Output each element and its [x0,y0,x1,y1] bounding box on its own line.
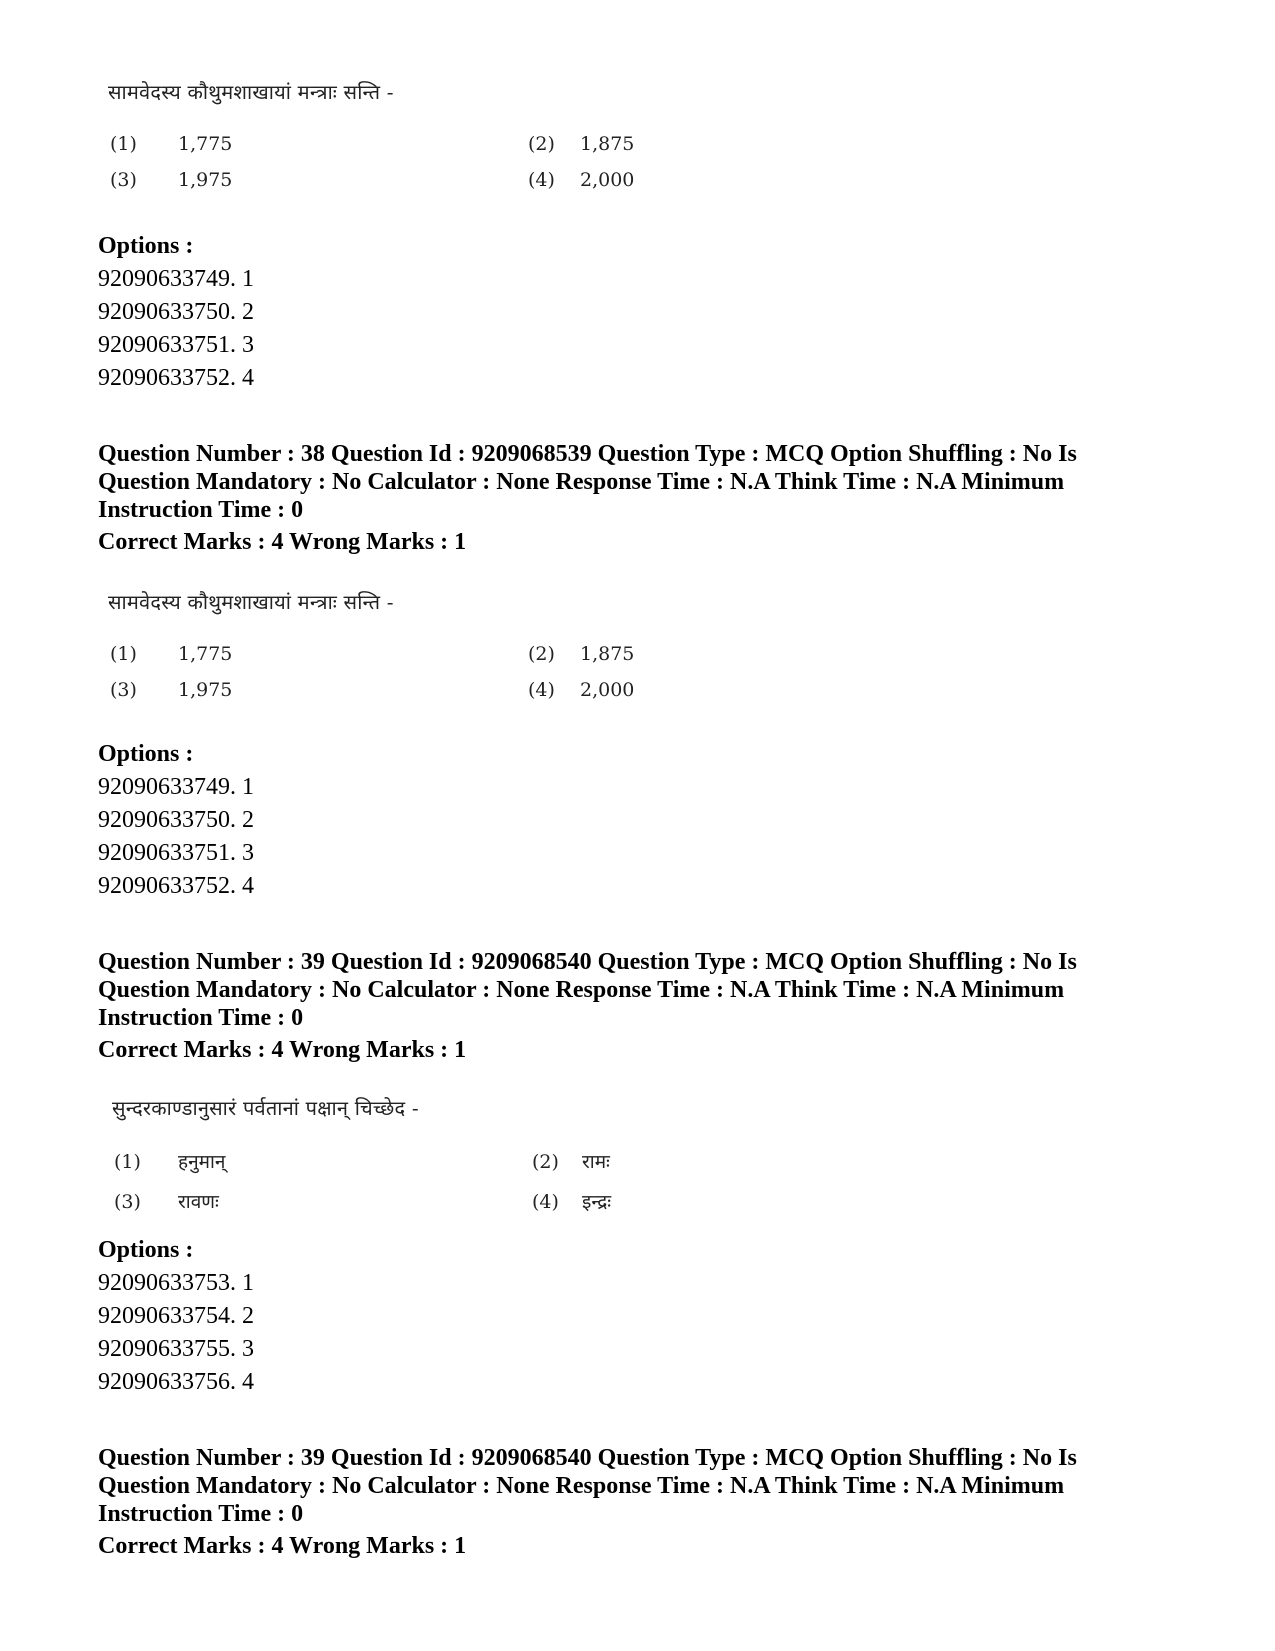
options-heading: Options : [98,1237,194,1263]
choice-value: 1,875 [580,643,635,665]
question-header [98,1444,1118,1528]
question-header-line: Instruction Time : 0 [98,1005,304,1031]
choice-row [108,636,728,672]
choice-row [112,1142,732,1182]
choice-number: (3) [110,169,137,191]
choice-value: 1,975 [178,169,233,191]
question-image [112,1096,732,1222]
option-line: 92090633750. 2 [98,807,254,833]
choice-number: (4) [528,169,555,191]
question-header-line: Question Mandatory : No Calculator : None Response Time : N.A Think Time : N.A Minimum [98,977,1065,1003]
option-line: 92090633755. 3 [98,1336,254,1362]
choice-value: 1,875 [580,133,635,155]
options-heading: Options : [98,741,194,767]
option-line: 92090633752. 4 [98,365,254,391]
question-image [108,590,728,708]
choice-value: 2,000 [580,679,635,701]
choice-value: रावणः [178,1191,219,1213]
choice-value: 1,775 [178,643,233,665]
choice-number: (2) [532,1151,559,1173]
question-header-line: Question Number : 38 Question Id : 9209068539 Question Type : MCQ Option Shuffling : No Is [98,441,1077,467]
marks-line: Correct Marks : 4 Wrong Marks : 1 [98,1037,467,1063]
question-header-line: Question Number : 39 Question Id : 9209068540 Question Type : MCQ Option Shuffling : No Is [98,1445,1077,1471]
option-line: 92090633750. 2 [98,299,254,325]
choice-value: 2,000 [580,169,635,191]
choice-number: (4) [528,679,555,701]
option-line: 92090633753. 1 [98,1270,254,1296]
question-header-line: Instruction Time : 0 [98,497,304,523]
choice-number: (2) [528,643,555,665]
question-header [98,440,1118,524]
choice-row [112,1182,732,1222]
choice-number: (3) [114,1191,141,1213]
choice-number: (2) [528,133,555,155]
choice-value: रामः [582,1151,610,1173]
choice-value: हनुमान् [178,1151,226,1173]
marks-line: Correct Marks : 4 Wrong Marks : 1 [98,529,467,555]
option-line: 92090633752. 4 [98,873,254,899]
choice-row [108,162,728,198]
question-header-line: Question Mandatory : No Calculator : None Response Time : N.A Think Time : N.A Minimum [98,469,1065,495]
choice-number: (1) [114,1151,141,1173]
question-header-line: Instruction Time : 0 [98,1501,304,1527]
choice-value: 1,775 [178,133,233,155]
question-header-line: Question Mandatory : No Calculator : None Response Time : N.A Think Time : N.A Minimum [98,1473,1065,1499]
question-header-line: Question Number : 39 Question Id : 9209068540 Question Type : MCQ Option Shuffling : No Is [98,949,1077,975]
question-image [108,80,728,198]
option-line: 92090633749. 1 [98,774,254,800]
choice-value: इन्द्रः [582,1191,612,1213]
choice-number: (1) [110,133,137,155]
marks-line: Correct Marks : 4 Wrong Marks : 1 [98,1533,467,1559]
choice-row [108,672,728,708]
choice-row [108,126,728,162]
choice-number: (1) [110,643,137,665]
option-line: 92090633751. 3 [98,840,254,866]
question-stem: सामवेदस्य कौथुमशाखायां मन्त्राः सन्ति - [108,590,394,614]
option-line: 92090633756. 4 [98,1369,254,1395]
choice-number: (3) [110,679,137,701]
option-line: 92090633754. 2 [98,1303,254,1329]
option-line: 92090633751. 3 [98,332,254,358]
option-line: 92090633749. 1 [98,266,254,292]
choice-value: 1,975 [178,679,233,701]
question-stem: सुन्दरकाण्डानुसारं पर्वतानां पक्षान् चिच्छेद - [112,1096,419,1120]
choice-number: (4) [532,1191,559,1213]
options-heading: Options : [98,233,194,259]
question-stem: सामवेदस्य कौथुमशाखायां मन्त्राः सन्ति - [108,80,394,104]
question-header [98,948,1118,1032]
